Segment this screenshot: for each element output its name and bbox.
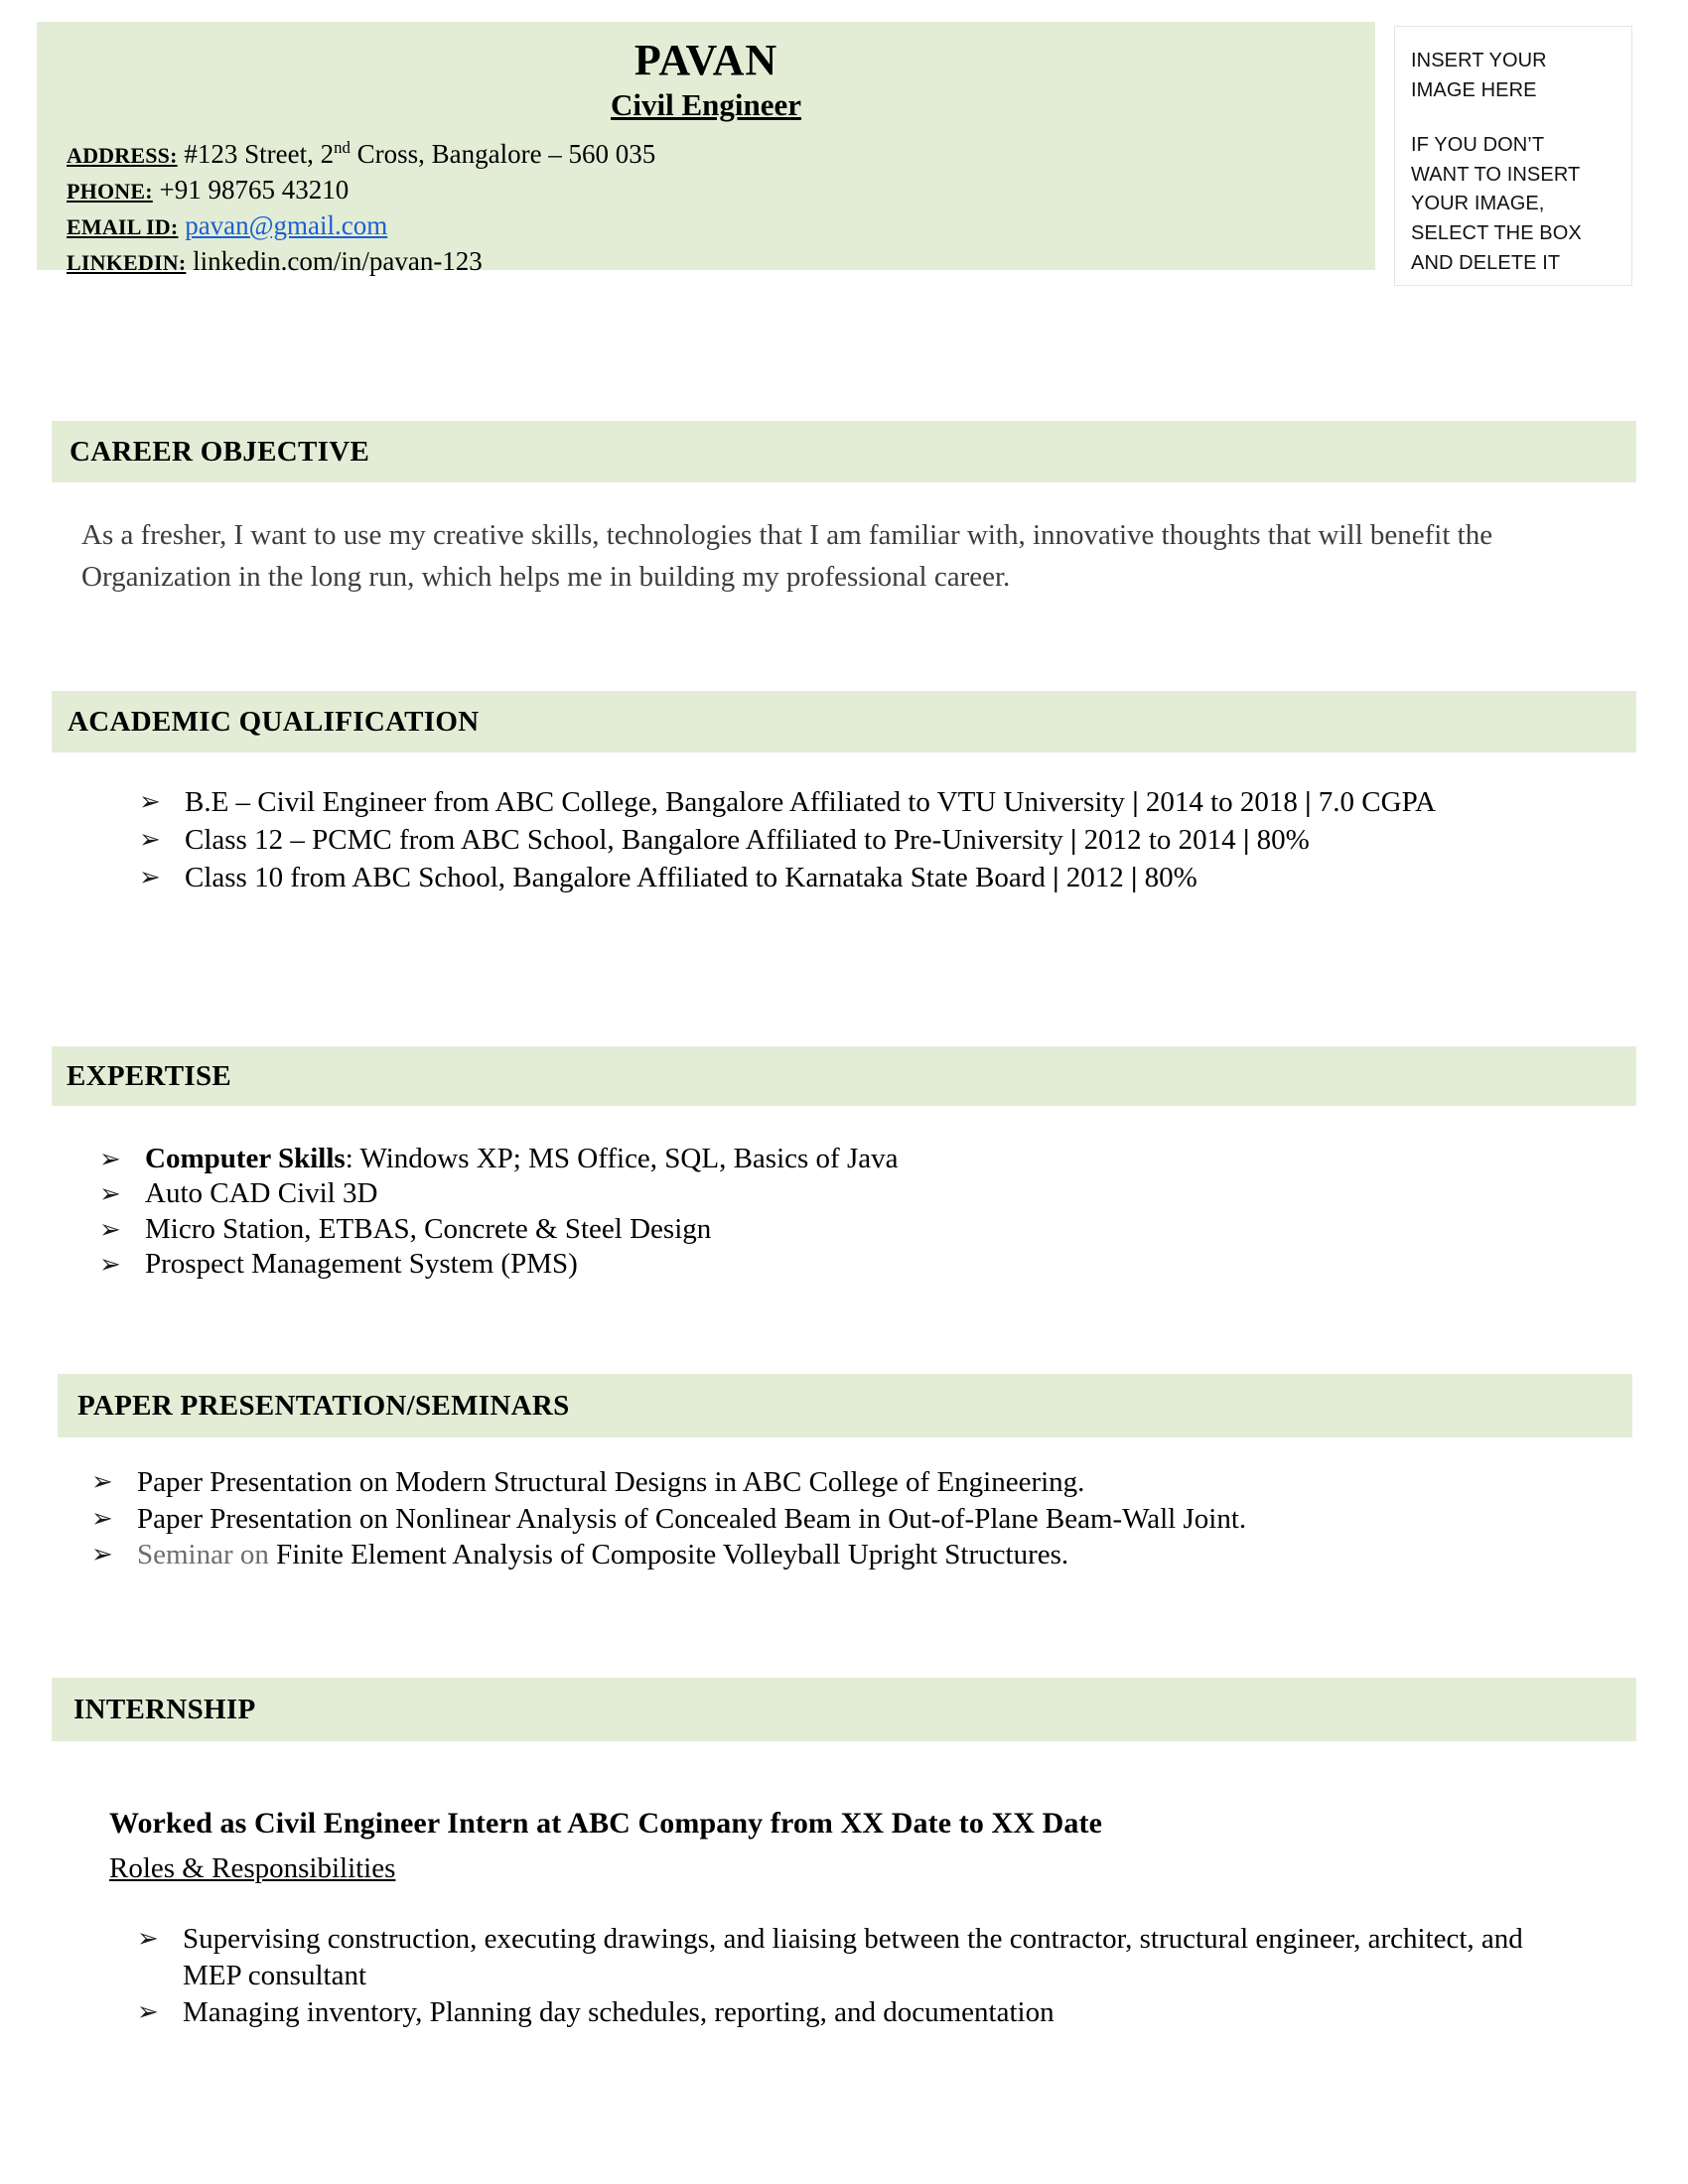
candidate-name: PAVAN bbox=[633, 36, 778, 84]
academic-item-score: 80% bbox=[1144, 861, 1197, 893]
section-title-text: ACADEMIC QUALIFICATION bbox=[68, 705, 480, 738]
image-placeholder-box[interactable] bbox=[1394, 26, 1632, 286]
image-placeholder-line-4: WANT TO INSERT bbox=[1411, 163, 1581, 186]
bullet-arrow-icon: ➢ bbox=[139, 787, 161, 816]
header-row bbox=[0, 22, 1688, 276]
section-header-internship bbox=[52, 1678, 1636, 1741]
responsibility-text: Supervising construction, executing drawings, and liaising between the contractor, structural engineer, architect, and MEP consultant bbox=[183, 1923, 1523, 1992]
bullet-arrow-icon: ➢ bbox=[139, 862, 161, 891]
list-item bbox=[99, 1212, 1609, 1247]
academic-item-sep: | bbox=[1297, 786, 1319, 818]
image-placeholder-line-1: INSERT YOUR bbox=[1411, 50, 1547, 71]
header-green-block bbox=[37, 22, 1375, 276]
internship-role-heading: Worked as Civil Engineer Intern at ABC Company from XX Date to XX Date bbox=[109, 1807, 1103, 1840]
academic-item-sep: | bbox=[1062, 823, 1084, 856]
paper-presentation-list bbox=[91, 1464, 1601, 1573]
bullet-arrow-icon: ➢ bbox=[99, 1179, 121, 1209]
bullet-arrow-icon: ➢ bbox=[137, 1997, 159, 2027]
section-title-text: CAREER OBJECTIVE bbox=[70, 435, 370, 468]
list-item bbox=[139, 784, 1589, 822]
academic-item-years: 2014 to 2018 bbox=[1145, 786, 1298, 818]
phone-label: PHONE: bbox=[67, 178, 153, 204]
section-header-expertise bbox=[52, 1046, 1636, 1106]
section-title-text: PAPER PRESENTATION/SEMINARS bbox=[77, 1389, 570, 1422]
list-item bbox=[99, 1142, 1609, 1176]
academic-item-text: Class 12 – PCMC from ABC School, Bangalore Affiliated to Pre-University bbox=[185, 823, 1063, 856]
linkedin-label: LINKEDIN: bbox=[67, 249, 187, 275]
expertise-item-text: : Windows XP; MS Office, SQL, Basics of Java bbox=[345, 1143, 899, 1174]
academic-item-years: 2012 to 2014 bbox=[1083, 823, 1236, 856]
expertise-item-text: Micro Station, ETBAS, Concrete & Steel Design bbox=[145, 1212, 712, 1245]
contact-phone-line bbox=[67, 173, 1345, 208]
academic-item-text: Class 10 from ABC School, Bangalore Affiliated to Karnataka State Board bbox=[185, 861, 1046, 893]
address-label: ADDRESS: bbox=[67, 142, 178, 168]
bullet-arrow-icon: ➢ bbox=[99, 1214, 121, 1244]
list-item bbox=[139, 822, 1589, 860]
responsibility-text: Managing inventory, Planning day schedules, reporting, and documentation bbox=[183, 1996, 1055, 2029]
internship-responsibilities-heading: Roles & Responsibilities bbox=[109, 1852, 396, 1884]
section-header-academic-qualification bbox=[52, 691, 1636, 752]
contact-address-line bbox=[67, 137, 1345, 173]
list-item bbox=[91, 1501, 1601, 1538]
expertise-item-label: Computer Skills bbox=[145, 1143, 346, 1174]
academic-item-sep: | bbox=[1235, 823, 1257, 856]
academic-item-sep: | bbox=[1045, 861, 1066, 893]
expertise-list bbox=[99, 1142, 1609, 1283]
bullet-arrow-icon: ➢ bbox=[139, 824, 161, 854]
academic-list bbox=[139, 784, 1589, 897]
paper-item-text: Finite Element Analysis of Composite Volleyball Upright Structures. bbox=[276, 1539, 1069, 1571]
bullet-arrow-icon: ➢ bbox=[137, 1924, 159, 1953]
image-placeholder-line-2: IMAGE HERE bbox=[1411, 78, 1537, 101]
section-title-text: EXPERTISE bbox=[67, 1059, 232, 1092]
academic-item-sep: | bbox=[1123, 861, 1145, 893]
academic-item-years: 2012 bbox=[1065, 861, 1124, 893]
career-objective-body: As a fresher, I want to use my creative skills, technologies that I am familiar with, innovative thoughts that will benefit the Organization in the long run, which helps me in building my professional career. bbox=[81, 519, 1493, 594]
image-placeholder-line-3: IF YOU DON’T bbox=[1411, 134, 1545, 157]
list-item bbox=[99, 1247, 1609, 1282]
section-header-career-objective bbox=[52, 421, 1636, 482]
bullet-arrow-icon: ➢ bbox=[91, 1503, 113, 1533]
bullet-arrow-icon: ➢ bbox=[91, 1467, 113, 1496]
academic-item-score: 7.0 CGPA bbox=[1318, 786, 1436, 818]
list-item bbox=[99, 1176, 1609, 1211]
list-item bbox=[139, 860, 1589, 897]
address-ordinal-sup: nd bbox=[334, 137, 351, 157]
section-title-text: INTERNSHIP bbox=[73, 1693, 256, 1725]
list-item bbox=[91, 1464, 1601, 1501]
academic-item-score: 80% bbox=[1256, 823, 1310, 856]
email-link[interactable]: pavan@gmail.com bbox=[185, 209, 388, 240]
expertise-item-text: Prospect Management System (PMS) bbox=[145, 1248, 578, 1281]
image-placeholder-line-7: AND DELETE IT bbox=[1411, 251, 1561, 274]
list-item bbox=[137, 1994, 1587, 2031]
bullet-arrow-icon: ➢ bbox=[99, 1250, 121, 1280]
list-item bbox=[137, 1921, 1587, 1994]
image-placeholder-line-6: SELECT THE BOX bbox=[1411, 221, 1582, 244]
bullet-arrow-icon: ➢ bbox=[99, 1145, 121, 1173]
linkedin-value: linkedin.com/in/pavan-123 bbox=[193, 245, 483, 276]
section-header-paper-presentation bbox=[58, 1374, 1632, 1437]
academic-item-sep: | bbox=[1124, 786, 1146, 818]
paper-item-text: Paper Presentation on Nonlinear Analysis of Concealed Beam in Out-of-Plane Beam-Wall Joint. bbox=[137, 1502, 1247, 1535]
candidate-job-title: Civil Engineer bbox=[610, 87, 802, 123]
address-value: #123 Street, 2nd Cross, Bangalore – 560 035 bbox=[184, 137, 656, 169]
contact-linkedin-line bbox=[67, 244, 1345, 280]
expertise-item-text: Auto CAD Civil 3D bbox=[145, 1177, 378, 1210]
paper-item-text: Paper Presentation on Modern Structural Designs in ABC College of Engineering. bbox=[137, 1466, 1085, 1498]
email-label: EMAIL ID: bbox=[67, 213, 179, 239]
bullet-arrow-icon: ➢ bbox=[91, 1540, 113, 1570]
phone-value: +91 98765 43210 bbox=[159, 174, 350, 205]
list-item bbox=[91, 1537, 1601, 1573]
academic-item-text: B.E – Civil Engineer from ABC College, Bangalore Affiliated to VTU University bbox=[185, 786, 1125, 818]
internship-responsibilities-list bbox=[137, 1921, 1587, 2031]
contact-email-line bbox=[67, 208, 1345, 244]
image-placeholder-line-5: YOUR IMAGE, bbox=[1411, 193, 1545, 215]
seminar-item-prefix: Seminar on bbox=[137, 1539, 277, 1571]
